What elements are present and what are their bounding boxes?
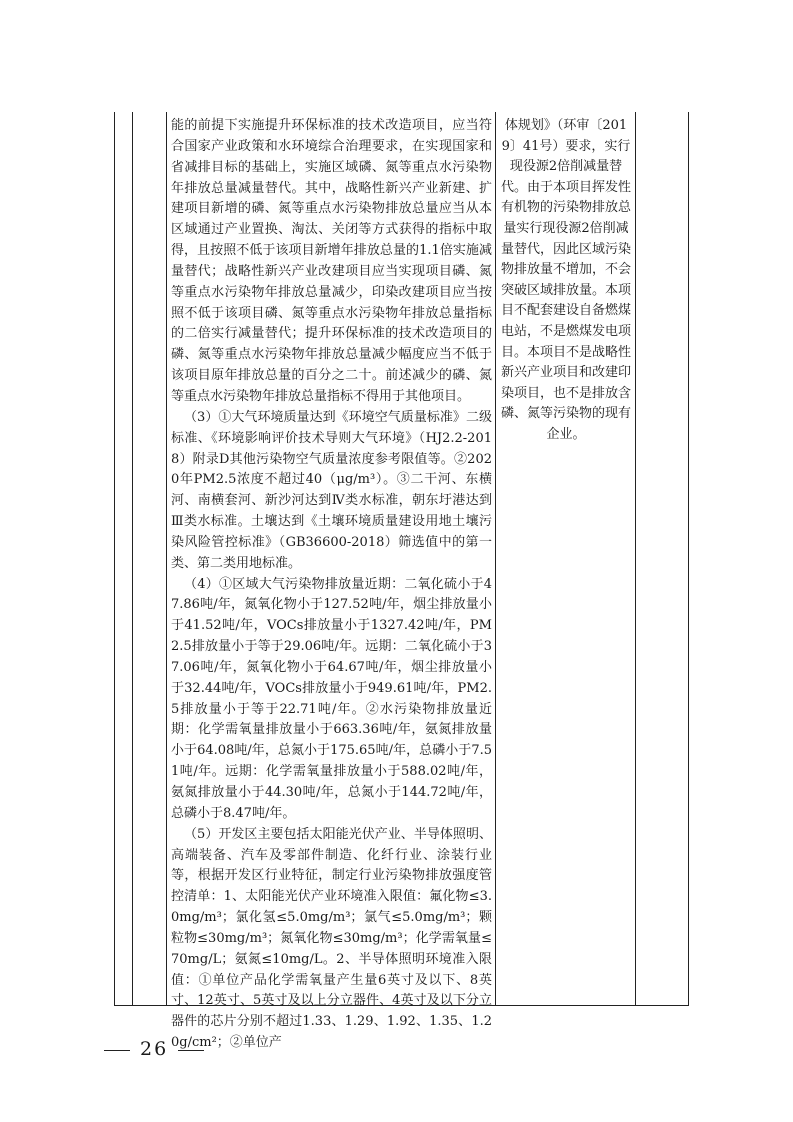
- column-divider-3: [495, 112, 496, 1005]
- paragraph-5: （5）开发区主要包括太阳能光伏产业、半导体照明、高端装备、汽车及零部件制造、化纤行业、涂装行业等，根据开发区行业特征，制定行业污染物排放强度管控清单：1、太阳能光伏产业环境准入限值：氟化物≤3.0mg/m³；氯化氢≤5.0mg/m³；氯气≤5.0mg/m³；颗粒物≤30mg/m³；氮氧化物≤30mg/m³；化学需氧量≤70mg/L；氨氮≤10mg/L。2、半导体照明环境准入限值：①单位产品化学需氧量产生量6英寸及以下、8英寸、12英寸、5英寸及以上分立器件、4英寸及以下分立器件的芯片分别不超过1.33、1.29、1.92、1.35、1.20g/cm²；②单位产: [171, 826, 492, 1051]
- column-divider-4: [635, 112, 636, 1005]
- requirements-column: [171, 116, 492, 1054]
- footer-dash-right: [178, 1050, 204, 1051]
- paragraph-4: （4）①区域大气污染物排放量近期：二氧化硫小于47.86吨/年，氮氧化物小于127.52吨/年，烟尘排放量小于41.52吨/年，VOCs排放量小于1327.42吨/年，PM2.5排放量小于等于29.06吨/年。远期：二氧化硫小于37.06吨/年，氮氧化物小于64.67吨/年，烟尘排放量小于32.44吨/年，VOCs排放量小于949.61吨/年，PM2.5排放量小于等于22.71吨/年。②水污染物排放量近期：化学需氧量排放量小于663.36吨/年，氨氮排放量小于64.08吨/年，总氮小于175.65吨/年，总磷小于7.51吨/年。远期：化学需氧量排放量小于588.02吨/年，氨氮排放量小于44.30吨/年，总氮小于144.72吨/年，总磷小于8.47吨/年。: [171, 576, 492, 821]
- paragraph-3: （3）①大气环境质量达到《环境空气质量标准》二级标准、《环境影响评价技术导则大气环境》（HJ2.2-2018）附录D其他污染物空气质量浓度参考限值等。②2020年PM2.5浓度不超过40（μg/m³）。③二干河、东横河、南横套河、新沙河达到Ⅳ类水标准，朝东圩港达到Ⅲ类水标准。土壤达到《土壤环境质量建设用地土壤污染风险管控标准》（GB36600-2018）筛选值中的第一类、第二类用地标准。: [171, 409, 492, 571]
- page-footer: [104, 1038, 214, 1060]
- column-divider-1: [132, 112, 133, 1005]
- paragraph-continued: 能的前提下实施提升环保标准的技术改造项目，应当符合国家产业政策和水环境综合治理要求，在实现国家和省减排目标的基础上，实施区域磷、氮等重点水污染物年排放总量减量替代。其中，战略性新兴产业新建、扩建项目新增的磷、氮等重点水污染物排放总量应当从本区域通过产业置换、淘汰、关闭等方式获得的指标中取得，且按照不低于该项目新增年排放总量的1.1倍实施减量替代；战略性新兴产业改建项目应当实现项目磷、氮等重点水污染物年排放总量减少，印染改建项目应当按照不低于该项目磷、氮等重点水污染物年排放总量指标的二倍实行减量替代；提升环保标准的技术改造项目的磷、氮等重点水污染物年排放总量减少幅度应当不低于该项目原年排放总量的百分之二十。前述减少的磷、氮等重点水污染物年排放总量指标不得用于其他项目。: [171, 118, 492, 404]
- compliance-text: 体规划》（环审〔2019〕41号）要求，实行现役源2倍削减量替代。由于本项目挥发性有机物的污染物排放总量实行现役源2倍削减量替代，因此区域污染物排放量不增加，不会突破区域排放量。本项目不配套建设自备燃煤电站，不是燃煤发电项目。本项目不是战略性新兴产业项目和改建印染项目，也不是排放含磷、氮等污染物的现有企业。: [500, 118, 631, 442]
- column-divider-2: [166, 112, 167, 1005]
- footer-dash-left: [104, 1050, 130, 1051]
- page-number: 26: [140, 1038, 169, 1060]
- compliance-column: [499, 116, 633, 446]
